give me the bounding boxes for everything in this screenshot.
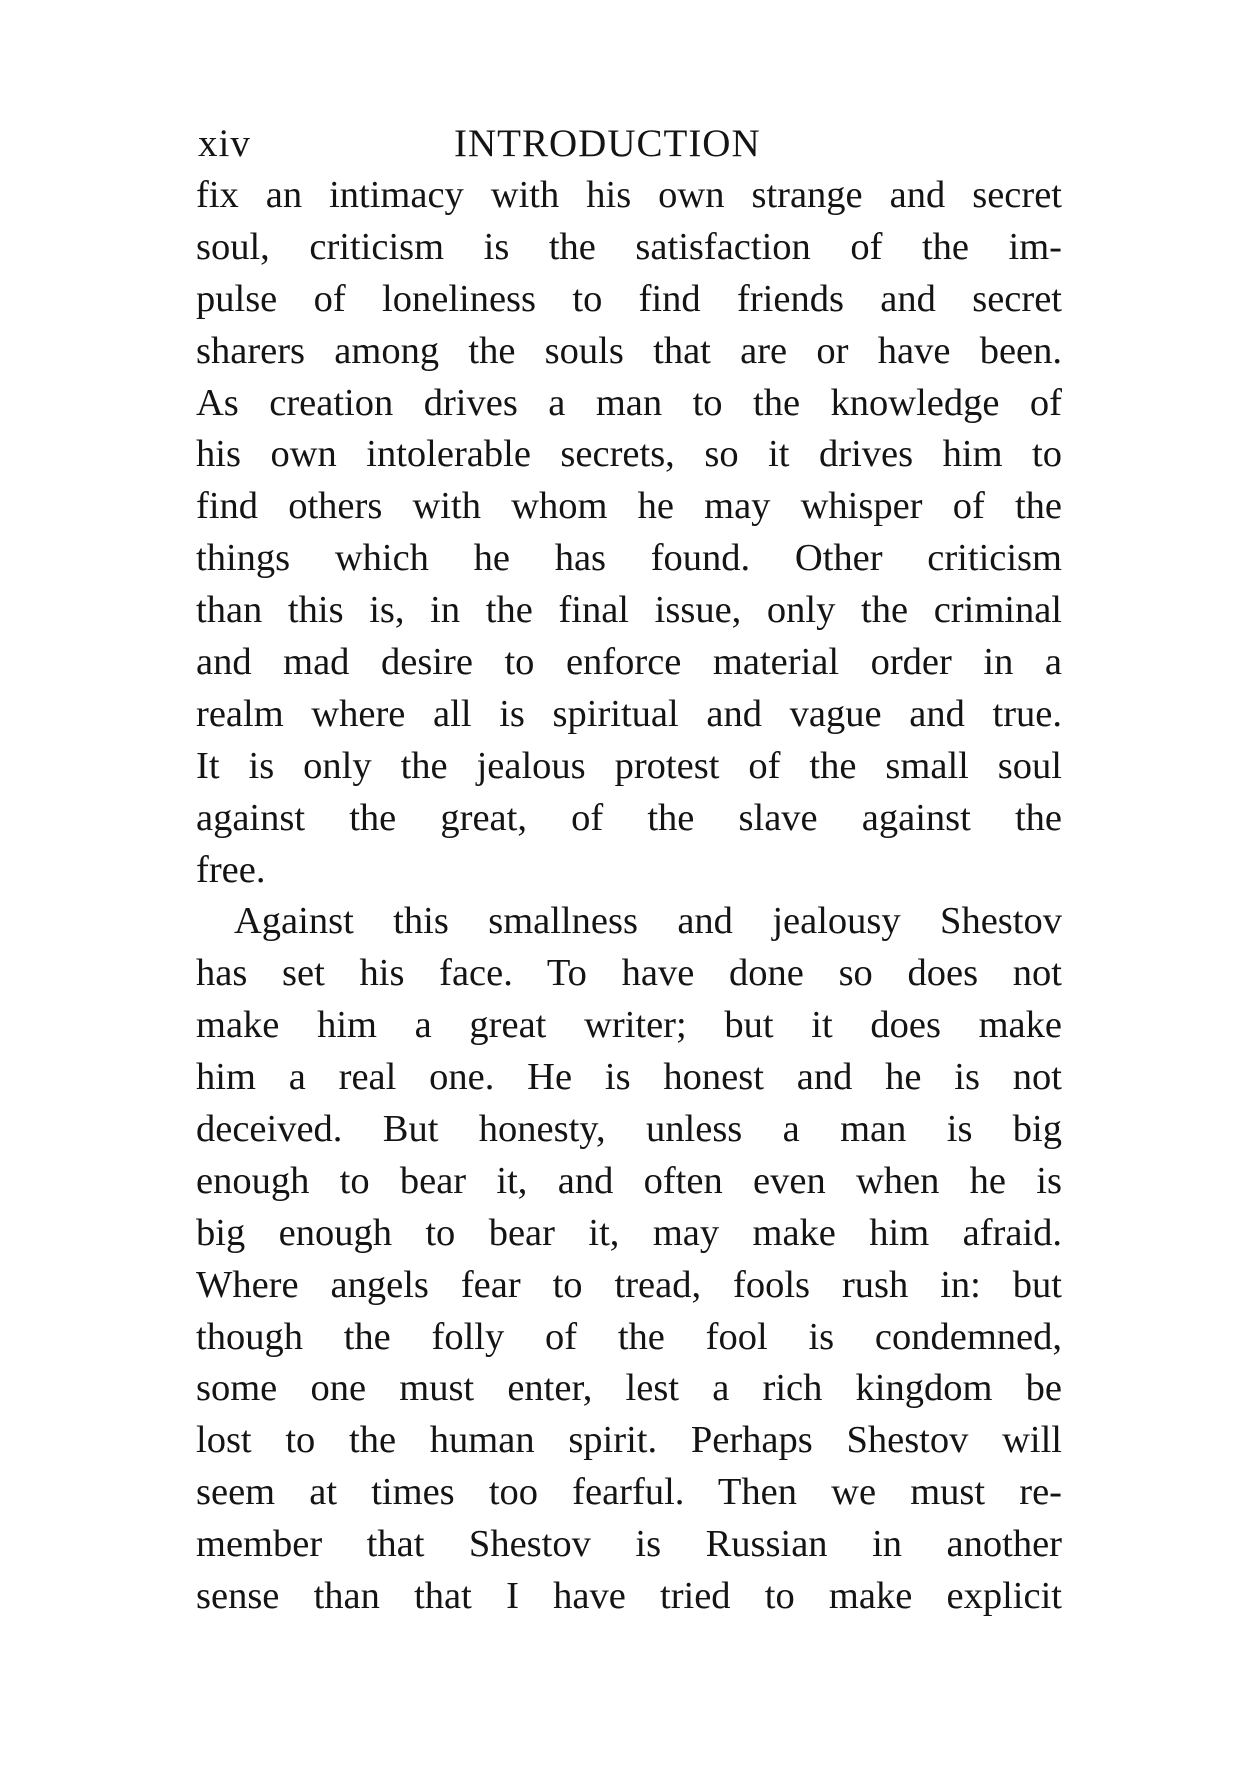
running-title: INTRODUCTION [454,122,761,165]
text-line: his own intolerable secrets, so it drives him to [196,433,1062,476]
text-line: deceived. But honesty, unless a man is big [196,1108,1062,1151]
text-line: It is only the jealous protest of the small soul [196,744,1062,787]
text-line: find others with whom he may whisper of the [196,485,1062,528]
text-line: member that Shestov is Russian in another [196,1523,1062,1566]
text-line: big enough to bear it, may make him afraid. [196,1211,1062,1254]
text-line: free. [196,848,266,891]
running-head [196,118,1062,170]
text-line: him a real one. He is honest and he is not [196,1056,1062,1099]
body-text [196,170,1062,1623]
text-line: fix an intimacy with his own strange and secret [196,174,1062,216]
text-line: enough to bear it, and often even when he is [196,1159,1062,1202]
text-line: has set his face. To have done so does not [196,952,1062,995]
text-line: and mad desire to enforce material order in a [196,641,1062,684]
book-page [196,118,1062,1623]
text-line: make him a great writer; but it does make [196,1004,1062,1047]
text-line: seem at times too fearful. Then we must re- [196,1471,1062,1514]
text-line: some one must enter, lest a rich kingdom be [196,1367,1062,1410]
text-line: pulse of loneliness to find friends and secret [196,277,1062,320]
paragraph-2 [196,896,1062,1622]
text-line: soul, criticism is the satisfaction of the im- [196,225,1062,268]
text-line: against the great, of the slave against the [196,796,1062,839]
text-line: Against this smallness and jealousy Shestov [234,900,1062,943]
page-number: xiv [198,122,251,165]
text-line: sense than that I have tried to make explicit [196,1575,1062,1618]
text-line: As creation drives a man to the knowledge of [196,381,1062,424]
text-line: things which he has found. Other criticism [196,537,1062,580]
text-line: realm where all is spiritual and vague and true. [196,692,1062,735]
paragraph-1 [196,170,1062,896]
text-line: than this is, in the final issue, only the criminal [196,589,1062,632]
text-line: Where angels fear to tread, fools rush in: but [196,1263,1062,1306]
text-line: though the folly of the fool is condemned, [196,1315,1062,1358]
text-line: lost to the human spirit. Perhaps Shestov will [196,1419,1062,1462]
text-line: sharers among the souls that are or have been. [196,329,1062,372]
